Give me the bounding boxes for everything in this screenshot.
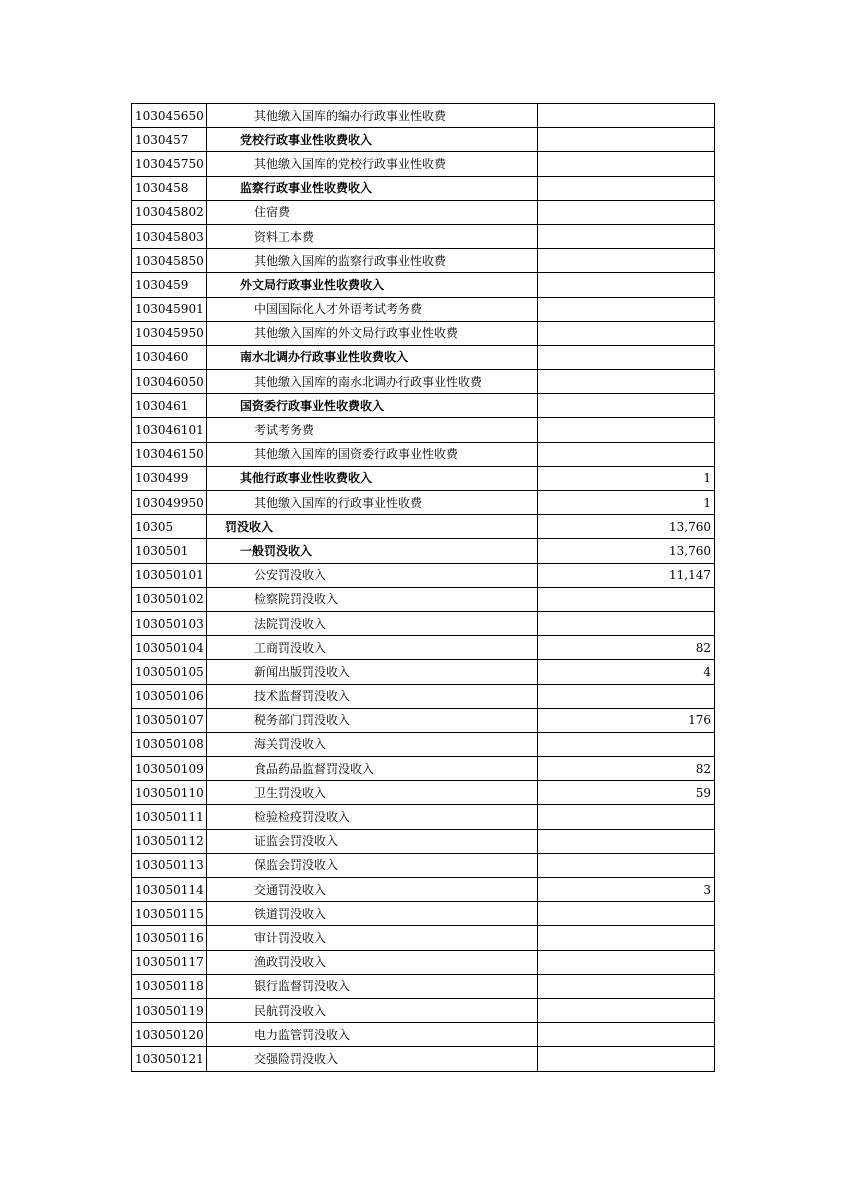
subject-name-cell	[207, 418, 538, 442]
amount-cell	[538, 297, 715, 321]
amount-cell	[538, 273, 715, 297]
table-row	[132, 636, 715, 660]
subject-name-label: 检察院罚没收入	[254, 592, 339, 607]
table-row	[132, 660, 715, 684]
subject-name-label: 电力监管罚没收入	[254, 1027, 351, 1042]
table-row	[132, 297, 715, 321]
subject-code-cell: 103050119	[132, 998, 207, 1022]
subject-name-cell	[207, 128, 538, 152]
amount-cell: 3	[538, 878, 715, 902]
subject-code-cell: 10305	[132, 515, 207, 539]
table-row	[132, 539, 715, 563]
subject-name-cell	[207, 636, 538, 660]
subject-code-cell: 103050121	[132, 1047, 207, 1071]
table-row	[132, 370, 715, 394]
table-row	[132, 998, 715, 1022]
subject-code-cell: 103046150	[132, 442, 207, 466]
amount-cell	[538, 974, 715, 998]
budget-table	[131, 103, 715, 1072]
subject-name-label: 税务部门罚没收入	[254, 713, 351, 728]
subject-name-label: 交通罚没收入	[254, 882, 327, 897]
amount-cell	[538, 1047, 715, 1071]
subject-name-cell	[207, 757, 538, 781]
amount-cell	[538, 732, 715, 756]
subject-name-label: 党校行政事业性收费收入	[240, 132, 373, 147]
subject-name-cell	[207, 370, 538, 394]
amount-cell	[538, 104, 715, 128]
amount-cell	[538, 442, 715, 466]
subject-code-cell: 103050117	[132, 950, 207, 974]
table-row	[132, 321, 715, 345]
subject-name-cell	[207, 950, 538, 974]
subject-name-label: 其他缴入国库的监察行政事业性收费	[254, 253, 447, 268]
table-row	[132, 878, 715, 902]
subject-name-label: 交强险罚没收入	[254, 1051, 339, 1066]
subject-code-cell: 103049950	[132, 491, 207, 515]
amount-cell	[538, 853, 715, 877]
table-row	[132, 587, 715, 611]
subject-name-label: 其他缴入国库的行政事业性收费	[254, 495, 423, 510]
subject-name-label: 其他缴入国库的编办行政事业性收费	[254, 108, 447, 123]
subject-name-cell	[207, 829, 538, 853]
subject-name-cell	[207, 853, 538, 877]
subject-code-cell: 103046101	[132, 418, 207, 442]
subject-code-cell: 103050116	[132, 926, 207, 950]
amount-cell	[538, 611, 715, 635]
table-row	[132, 345, 715, 369]
subject-name-label: 其他行政事业性收费收入	[240, 471, 373, 486]
subject-name-label: 卫生罚没收入	[254, 785, 327, 800]
table-row	[132, 902, 715, 926]
subject-name-label: 其他缴入国库的南水北调办行政事业性收费	[254, 374, 483, 389]
amount-cell	[538, 370, 715, 394]
table-row	[132, 128, 715, 152]
subject-name-cell	[207, 587, 538, 611]
subject-name-cell	[207, 297, 538, 321]
amount-cell: 11,147	[538, 563, 715, 587]
subject-name-cell	[207, 491, 538, 515]
amount-cell: 82	[538, 636, 715, 660]
amount-cell	[538, 128, 715, 152]
table-row	[132, 466, 715, 490]
amount-cell	[538, 418, 715, 442]
subject-name-cell	[207, 515, 538, 539]
subject-name-cell	[207, 805, 538, 829]
amount-cell	[538, 902, 715, 926]
subject-name-label: 铁道罚没收入	[254, 906, 327, 921]
amount-cell: 176	[538, 708, 715, 732]
subject-name-label: 外文局行政事业性收费收入	[240, 277, 385, 292]
amount-cell	[538, 345, 715, 369]
subject-code-cell: 103050113	[132, 853, 207, 877]
table-row	[132, 104, 715, 128]
subject-code-cell: 103050106	[132, 684, 207, 708]
amount-cell	[538, 950, 715, 974]
subject-name-label: 一般罚没收入	[240, 543, 313, 558]
table-row	[132, 829, 715, 853]
subject-name-label: 国资委行政事业性收费收入	[240, 398, 385, 413]
subject-code-cell: 103045750	[132, 152, 207, 176]
subject-name-label: 其他缴入国库的党校行政事业性收费	[254, 156, 447, 171]
subject-name-cell	[207, 442, 538, 466]
subject-name-cell	[207, 104, 538, 128]
amount-cell	[538, 829, 715, 853]
subject-name-label: 公安罚没收入	[254, 568, 327, 583]
table-row	[132, 1023, 715, 1047]
subject-name-cell	[207, 321, 538, 345]
amount-cell	[538, 249, 715, 273]
subject-name-label: 证监会罚没收入	[254, 834, 339, 849]
subject-name-cell	[207, 684, 538, 708]
subject-name-label: 民航罚没收入	[254, 1003, 327, 1018]
subject-name-cell	[207, 781, 538, 805]
subject-name-label: 审计罚没收入	[254, 930, 327, 945]
subject-name-cell	[207, 273, 538, 297]
subject-code-cell: 1030499	[132, 466, 207, 490]
table-row	[132, 926, 715, 950]
table-row	[132, 491, 715, 515]
table-row	[132, 152, 715, 176]
subject-code-cell: 1030461	[132, 394, 207, 418]
subject-name-cell	[207, 394, 538, 418]
subject-name-cell	[207, 539, 538, 563]
subject-name-label: 法院罚没收入	[254, 616, 327, 631]
subject-name-cell	[207, 974, 538, 998]
amount-cell: 1	[538, 466, 715, 490]
subject-name-label: 工商罚没收入	[254, 640, 327, 655]
subject-name-cell	[207, 224, 538, 248]
amount-cell	[538, 176, 715, 200]
subject-name-label: 监察行政事业性收费收入	[240, 181, 373, 196]
subject-code-cell: 103045802	[132, 200, 207, 224]
amount-cell	[538, 587, 715, 611]
subject-code-cell: 1030460	[132, 345, 207, 369]
subject-code-cell: 103045850	[132, 249, 207, 273]
amount-cell: 4	[538, 660, 715, 684]
subject-code-cell: 103050110	[132, 781, 207, 805]
subject-code-cell: 103050107	[132, 708, 207, 732]
table-row	[132, 757, 715, 781]
subject-name-label: 其他缴入国库的外文局行政事业性收费	[254, 326, 459, 341]
table-row	[132, 684, 715, 708]
subject-name-label: 食品药品监督罚没收入	[254, 761, 375, 776]
subject-name-cell	[207, 926, 538, 950]
subject-name-label: 银行监督罚没收入	[254, 979, 351, 994]
subject-code-cell: 103050114	[132, 878, 207, 902]
subject-name-cell	[207, 1047, 538, 1071]
subject-code-cell: 103045803	[132, 224, 207, 248]
amount-cell	[538, 394, 715, 418]
subject-name-cell	[207, 563, 538, 587]
table-row	[132, 418, 715, 442]
subject-name-label: 海关罚没收入	[254, 737, 327, 752]
subject-name-cell	[207, 466, 538, 490]
subject-code-cell: 103050118	[132, 974, 207, 998]
table-row	[132, 515, 715, 539]
amount-cell: 13,760	[538, 515, 715, 539]
amount-cell: 59	[538, 781, 715, 805]
table-row	[132, 853, 715, 877]
subject-code-cell: 1030458	[132, 176, 207, 200]
subject-code-cell: 103050111	[132, 805, 207, 829]
subject-name-cell	[207, 878, 538, 902]
subject-name-cell	[207, 660, 538, 684]
subject-code-cell: 103050112	[132, 829, 207, 853]
amount-cell: 13,760	[538, 539, 715, 563]
table-row	[132, 224, 715, 248]
subject-code-cell: 1030459	[132, 273, 207, 297]
subject-name-label: 新闻出版罚没收入	[254, 664, 351, 679]
subject-code-cell: 103050103	[132, 611, 207, 635]
subject-name-cell	[207, 611, 538, 635]
subject-code-cell: 103050104	[132, 636, 207, 660]
subject-name-label: 资料工本费	[254, 229, 315, 244]
subject-name-label: 考试考务费	[254, 423, 315, 438]
table-row	[132, 249, 715, 273]
subject-name-cell	[207, 152, 538, 176]
table-row	[132, 394, 715, 418]
subject-name-label: 其他缴入国库的国资委行政事业性收费	[254, 447, 459, 462]
table-row	[132, 563, 715, 587]
subject-code-cell: 1030501	[132, 539, 207, 563]
subject-name-cell	[207, 732, 538, 756]
subject-code-cell: 103050115	[132, 902, 207, 926]
amount-cell	[538, 805, 715, 829]
subject-code-cell: 103050108	[132, 732, 207, 756]
subject-name-label: 中国国际化人才外语考试考务费	[254, 302, 423, 317]
subject-name-label: 南水北调办行政事业性收费收入	[240, 350, 409, 365]
subject-name-label: 检验检疫罚没收入	[254, 810, 351, 825]
amount-cell	[538, 998, 715, 1022]
subject-name-cell	[207, 1023, 538, 1047]
subject-code-cell: 103045950	[132, 321, 207, 345]
subject-name-label: 保监会罚没收入	[254, 858, 339, 873]
table-row	[132, 781, 715, 805]
table-row	[132, 950, 715, 974]
subject-name-label: 罚没收入	[225, 519, 274, 534]
table-row	[132, 732, 715, 756]
subject-code-cell: 103045901	[132, 297, 207, 321]
subject-code-cell: 103050105	[132, 660, 207, 684]
amount-cell: 1	[538, 491, 715, 515]
subject-name-cell	[207, 345, 538, 369]
table-row	[132, 442, 715, 466]
subject-name-label: 渔政罚没收入	[254, 955, 327, 970]
amount-cell	[538, 684, 715, 708]
amount-cell	[538, 224, 715, 248]
subject-code-cell: 103050109	[132, 757, 207, 781]
table-row	[132, 176, 715, 200]
subject-code-cell: 103050101	[132, 563, 207, 587]
table-row	[132, 805, 715, 829]
subject-name-cell	[207, 708, 538, 732]
amount-cell	[538, 321, 715, 345]
amount-cell: 82	[538, 757, 715, 781]
budget-table-body	[132, 104, 715, 1072]
amount-cell	[538, 152, 715, 176]
subject-code-cell: 103046050	[132, 370, 207, 394]
amount-cell	[538, 200, 715, 224]
subject-code-cell: 1030457	[132, 128, 207, 152]
table-row	[132, 974, 715, 998]
table-row	[132, 1047, 715, 1071]
subject-name-cell	[207, 176, 538, 200]
subject-name-cell	[207, 249, 538, 273]
subject-name-cell	[207, 902, 538, 926]
table-row	[132, 708, 715, 732]
subject-code-cell: 103050120	[132, 1023, 207, 1047]
table-row	[132, 200, 715, 224]
amount-cell	[538, 1023, 715, 1047]
table-row	[132, 611, 715, 635]
subject-code-cell: 103050102	[132, 587, 207, 611]
subject-name-cell	[207, 998, 538, 1022]
amount-cell	[538, 926, 715, 950]
table-row	[132, 273, 715, 297]
subject-code-cell: 103045650	[132, 104, 207, 128]
subject-name-cell	[207, 200, 538, 224]
subject-name-label: 住宿费	[254, 205, 291, 220]
subject-name-label: 技术监督罚没收入	[254, 689, 351, 704]
